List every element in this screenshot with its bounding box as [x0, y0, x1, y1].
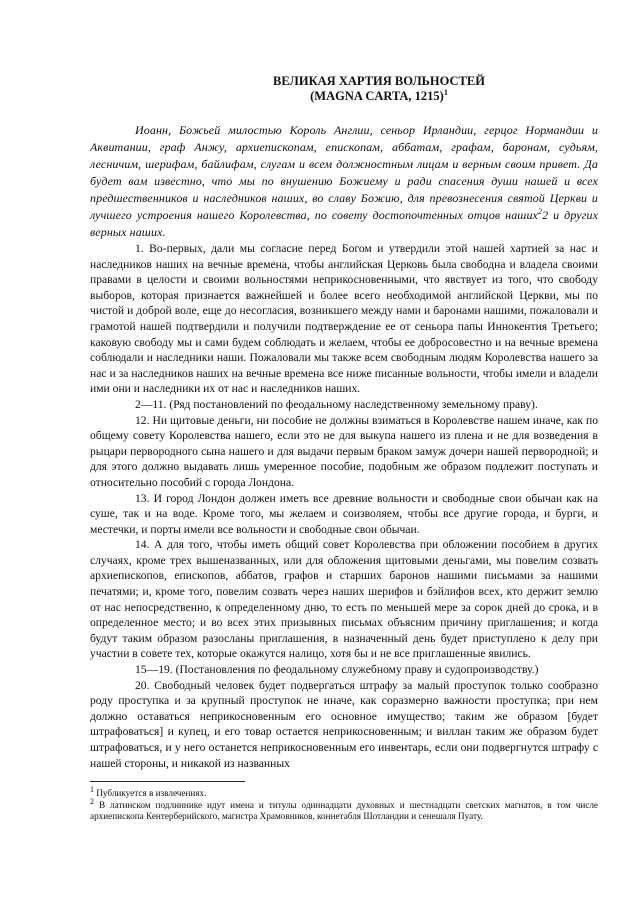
- footnote-divider: [90, 781, 245, 782]
- footnote-text: Публикуется в извлечениях.: [96, 788, 207, 799]
- article-2-11: 2—11. (Ряд постановлений по феодальному наследственному земельному праву).: [135, 397, 538, 411]
- footnotes: [90, 785, 598, 823]
- footnote-text: В латинском подлиннике идут имена и титулы одиннадцати духовных и шестнадцати светских магнатов, в том числе архиепископа Кентерберийского, магистра Храмовников, коннетабля Шотландии и сенешаля Пуату.: [90, 799, 598, 822]
- article-13: 13. И город Лондон должен иметь все древние вольности и свободные свои обычаи как на суше, так и на воде. Кроме того, мы желаем и соизволяем, чтобы все другие города, и бурги, и местечки, и порты имели все вольности и свободные свои обычаи.: [90, 491, 598, 536]
- footnote-ref-2[interactable]: 2: [537, 207, 543, 216]
- footnote-2: [90, 796, 598, 823]
- article-1: 1. Во-первых, дали мы согласие перед Богом и утвердили этой нашей хартией за нас и наследников наших на вечные времена, чтобы английская Церковь была свободна и владела своими правами в целости и своими вольностями неприкосновенными, что явствует из того, что свободу выборов, которая признается важнейшей и более всего необходимой английской Церкви, мы по чистой и доброй воле, еще до несогласия, возникшего между нами и баронами нашими, пожаловали и грамотой нашей подтвердили и получили подтверждение ее от сеньора папы Иннокентия Третьего; каковую свободу мы и сами будем соблюдать и желаем, чтобы ее добросовестно и на вечные времена соблюдали и наследники наши. Пожаловали мы также всем свободным людям Королевства нашего за нас и за наследников наших на вечные времена все ниже писанные вольности, чтобы имели и владели ими они и наследники их от нас и наследников наших.: [90, 242, 598, 396]
- title-line-1: ВЕЛИКАЯ ХАРТИЯ ВОЛЬНОСТЕЙ: [273, 74, 485, 88]
- title-subtitle: (MAGNA CARTA, 1215): [310, 89, 444, 103]
- document-title: [160, 74, 598, 104]
- footnote-mark: 2: [90, 796, 94, 806]
- footnote-ref-1[interactable]: 1: [443, 87, 448, 97]
- title-line-2: [160, 89, 598, 104]
- article-15-19: 15—19. (Постановления по феодальному служебному праву и судопроизводству.): [135, 663, 539, 677]
- document-page: [90, 0, 598, 843]
- article-20: 20. Свободный человек будет подвергаться штрафу за малый проступок только сообразно роду проступка и за крупный проступок не иначе, как соразмерно важности проступка; при нем должно оставаться неприкосновенным его основное имущество; таким же образом [будет штрафоваться] и купец, и его товар остается неприкосновенным; и виллан таким же образом будет штрафоваться, и у него останется неприкосновенным его инвентарь, если они подвергнутся штрафу с нашей стороны, и никакой из названных: [90, 678, 598, 770]
- footnote-mark: 1: [90, 785, 94, 795]
- intro-paragraph: [90, 122, 598, 241]
- footnote-1: [90, 785, 598, 800]
- intro-text: Иоанн, Божьей милостью Король Англии, сеньор Ирландии, герцог Нормандии и Аквитании, граф Анжу, архиепископам, епископам, аббатам, графам, баронам, судьям, лесничим, шерифам, байлифам, слугам и всем должностным лицам и верным своим привет. Да будет вам известно, что мы по внушению Божиему и ради спасения души нашей и всех предшественников и наследников наших, во славу Божию, для превознесения святой Церкви и лучшего устроения нашего Королевства, по совету достопочтенных отцов наших: [90, 123, 598, 222]
- article-12: 12. Ни щитовые деньги, ни пособие не должны взиматься в Королевстве нашем иначе, как по общему совету Королевства нашего, если это не для выкупа нашего из плена и не для возведения в рыцари первородного сына нашего и для выдачи первым браком замуж дочери нашей первородной; и для этого должно выдавать лишь умеренное пособие, подобным же образом подлежит поступать и относительно пособий с города Лондона.: [90, 413, 598, 489]
- article-14: 14. А для того, чтобы иметь общий совет Королевства при обложении пособием в других случаях, кроме трех вышеназванных, или для обложения щитовыми деньгами, мы повелим созвать архиепископов, епископов, аббатов, графов и старших баронов нашими письмами за нашими печатями; и, кроме того, повелим созвать через наших шерифов и бэйлифов всех, кто держит землю от нас непосредственно, к определенному дню, то есть по меньшей мере за сорок дней до срока, и в определенное место; и во всех этих призывных письмах объясним причину приглашения; и когда будут таким образом разосланы приглашения, в назначенный день будет приступлено к делу при участии в совете тех, которые окажутся налицо, хотя бы и не все приглашенные явились.: [90, 538, 598, 661]
- intro-text-end: 2 и других верных наших.: [90, 208, 599, 239]
